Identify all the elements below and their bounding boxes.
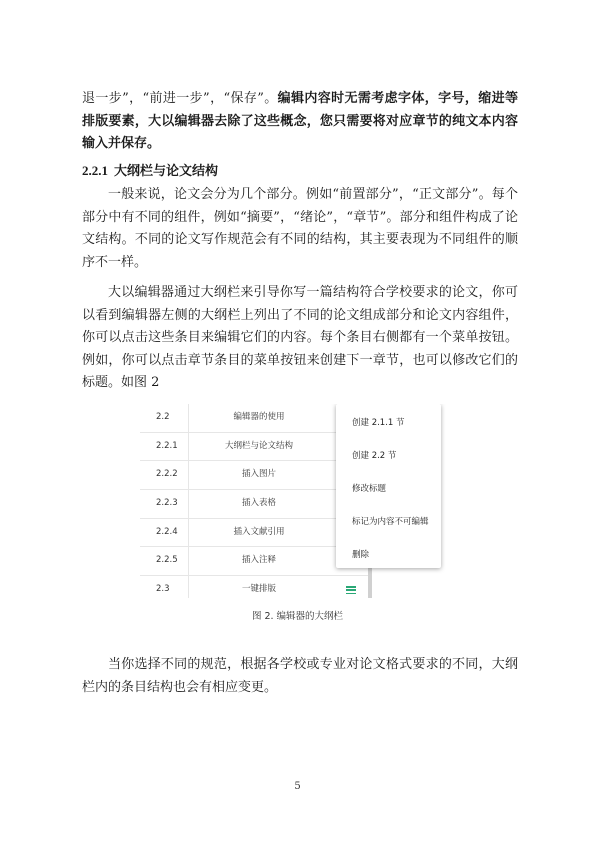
outline-row-title: 插入注释 (188, 547, 329, 575)
outline-row[interactable] (140, 576, 370, 598)
figure-caption: 图 2. 编辑器的大纲栏 (251, 611, 344, 622)
paragraph-top (82, 88, 518, 156)
section-number: 2.2.1 (82, 163, 108, 178)
outline-row-title: 插入表格 (188, 490, 329, 518)
menu-item-lock-content[interactable]: 标记为内容不可编辑 (352, 517, 429, 527)
outline-row-number: 2.2.3 (156, 498, 178, 509)
paragraph-1: 一般来说，论文会分为几个部分。例如“前置部分”，“正文部分”。每个部分中有不同的组件，例如“摘要”，“绪论”，“章节”。部分和组件构成了论文结构。不同的论文写作规范会有不同的结构，其主要表现为不同组件的顺序不一样。 (82, 187, 518, 270)
page-number: 5 (294, 781, 301, 792)
section-title: 大纲栏与论文结构 (114, 164, 219, 179)
outline-row-number: 2.2.2 (156, 469, 178, 480)
paragraph-2: 大以编辑器通过大纲栏来引导你写一篇结构符合学校要求的论文，你可以看到编辑器左侧的大纲栏上列出了不同的论文组成部分和论文内容组件，你可以点击这些条目来编辑它们的内容。每个条目右侧都有一个菜单按钮。例如，你可以点击章节条目的菜单按钮来创建下一章节，也可以修改它们的标题。如图 2 (82, 285, 518, 391)
outline-row-number: 2.2.1 (156, 440, 178, 451)
outline-row-number: 2.3 (156, 584, 170, 595)
menu-item-rename[interactable]: 修改标题 (352, 484, 387, 494)
paragraph-3: 当你选择不同的规范，根据各学校或专业对论文格式要求的不同，大纲栏内的条目结构也会有相应变更。 (82, 657, 518, 695)
outline-row-title: 插入文献引用 (188, 519, 329, 547)
outline-row-title: 一键排版 (188, 576, 329, 598)
outline-row-number: 2.2.4 (156, 526, 178, 537)
section-heading (82, 161, 518, 182)
outline-row-number: 2.2 (156, 412, 170, 422)
menu-item-delete[interactable]: 删除 (352, 550, 370, 560)
menu-item-create-subsection[interactable]: 创建 2.1.1 节 (352, 418, 405, 428)
outline-row-number: 2.2.5 (156, 555, 178, 566)
paragraph-top-bold: 编辑内容时无需考虑字体，字号，缩进等排版要素，大以编辑器去除了这些概念，您只需要将对应章节的纯文本内容输入并保存。 (82, 91, 518, 152)
hamburger-menu-icon[interactable] (346, 586, 356, 594)
outline-row-title: 大纲栏与论文结构 (188, 433, 329, 461)
outline-row-title: 插入图片 (188, 461, 329, 489)
outline-figure (140, 404, 456, 598)
paragraph-top-normal: 退一步”，“前进一步”，“保存”。 (82, 91, 278, 106)
menu-item-create-section[interactable]: 创建 2.2 节 (352, 451, 397, 461)
outline-row-title: 编辑器的使用 (188, 404, 329, 432)
context-menu (336, 404, 441, 568)
